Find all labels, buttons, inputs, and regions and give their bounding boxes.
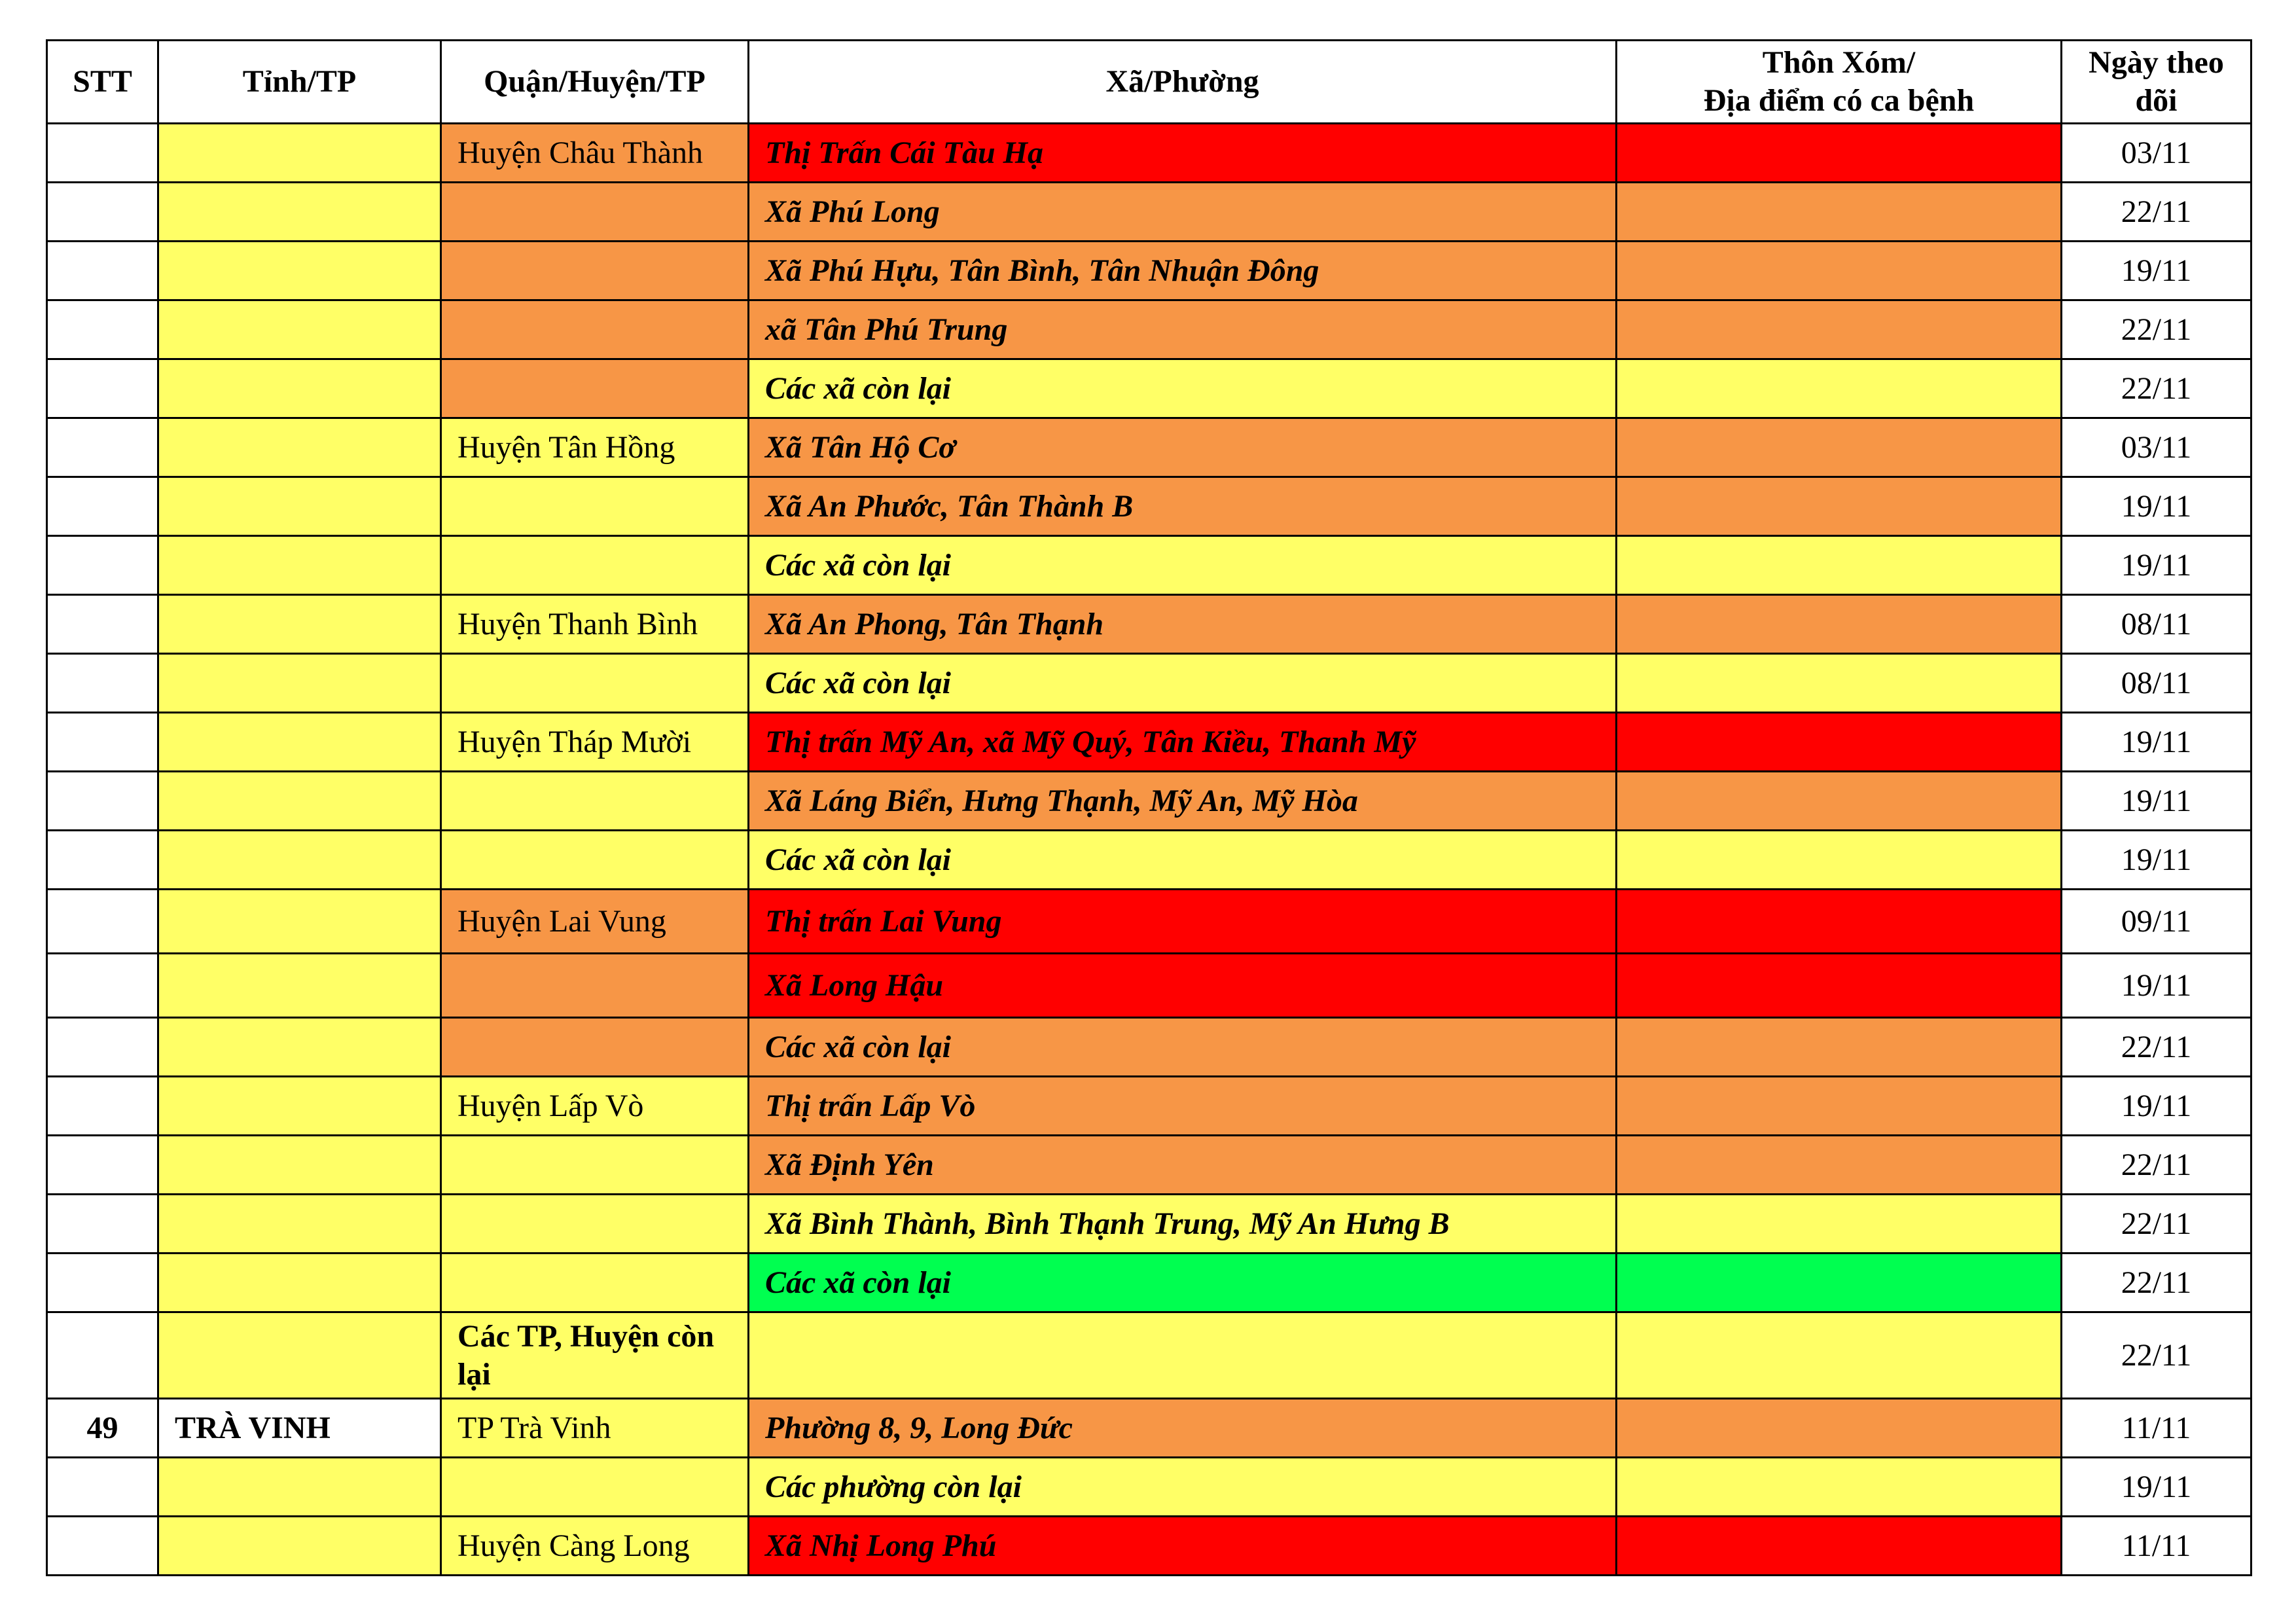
cell-hamlet: [1617, 713, 2062, 772]
cell-stt: [47, 359, 158, 418]
table-row: [47, 1312, 2251, 1399]
cell-province: [158, 1458, 441, 1517]
cell-hamlet: [1617, 1312, 2062, 1399]
cell-ward: Xã Láng Biển, Hưng Thạnh, Mỹ An, Mỹ Hòa: [749, 772, 1617, 831]
cell-date: 22/11: [2062, 1018, 2251, 1077]
cell-stt: [47, 890, 158, 954]
header-hamlet-line2: Địa điểm có ca bệnh: [1703, 83, 1975, 118]
cell-date: 19/11: [2062, 1458, 2251, 1517]
cell-province: [158, 1254, 441, 1312]
cell-date: 08/11: [2062, 595, 2251, 654]
cell-province: [158, 1136, 441, 1195]
cell-district: Huyện Tháp Mười: [441, 713, 749, 772]
cell-province: [158, 595, 441, 654]
table-row: [47, 1458, 2251, 1517]
cell-district: [441, 359, 749, 418]
cell-date: 11/11: [2062, 1517, 2251, 1576]
cell-ward: Xã Tân Hộ Cơ: [749, 418, 1617, 477]
cell-ward: [749, 1312, 1617, 1399]
cell-hamlet: [1617, 595, 2062, 654]
cell-ward: Xã Bình Thành, Bình Thạnh Trung, Mỹ An Hưng B: [749, 1195, 1617, 1254]
cell-stt: [47, 1195, 158, 1254]
cell-hamlet: [1617, 1254, 2062, 1312]
cell-date: 22/11: [2062, 1195, 2251, 1254]
cell-ward: Xã Định Yên: [749, 1136, 1617, 1195]
cell-province: [158, 300, 441, 359]
cell-district: Huyện Thanh Bình: [441, 595, 749, 654]
cell-district: [441, 300, 749, 359]
cell-ward: Thị trấn Lai Vung: [749, 890, 1617, 954]
cell-province: TRÀ VINH: [158, 1399, 441, 1458]
cell-province: [158, 1077, 441, 1136]
cell-date: 19/11: [2062, 772, 2251, 831]
cell-district: [441, 1136, 749, 1195]
cell-hamlet: [1617, 300, 2062, 359]
cell-stt: [47, 595, 158, 654]
cell-district: [441, 242, 749, 300]
cell-province: [158, 477, 441, 536]
cell-date: 19/11: [2062, 477, 2251, 536]
cell-date: 08/11: [2062, 654, 2251, 713]
cell-stt: [47, 1517, 158, 1576]
cell-province: [158, 954, 441, 1018]
cell-ward: Xã Long Hậu: [749, 954, 1617, 1018]
cell-district: [441, 1195, 749, 1254]
table-body: [47, 124, 2251, 1576]
cell-date: 22/11: [2062, 1136, 2251, 1195]
cell-date: 09/11: [2062, 890, 2251, 954]
cell-district: [441, 1018, 749, 1077]
cell-hamlet: [1617, 242, 2062, 300]
cell-hamlet: [1617, 1517, 2062, 1576]
cell-province: [158, 242, 441, 300]
table-row: [47, 890, 2251, 954]
cell-date: 19/11: [2062, 831, 2251, 890]
cell-date: 22/11: [2062, 1312, 2251, 1399]
cell-province: [158, 713, 441, 772]
cell-stt: [47, 536, 158, 595]
table-row: [47, 595, 2251, 654]
table-row: [47, 477, 2251, 536]
cell-province: [158, 1195, 441, 1254]
header-date-line1: Ngày theo: [2089, 45, 2224, 81]
cell-hamlet: [1617, 1458, 2062, 1517]
cell-ward: Các xã còn lại: [749, 359, 1617, 418]
table-row: [47, 1399, 2251, 1458]
cell-hamlet: [1617, 1077, 2062, 1136]
cell-province: [158, 418, 441, 477]
table-row: [47, 359, 2251, 418]
cell-hamlet: [1617, 124, 2062, 183]
cell-date: 19/11: [2062, 1077, 2251, 1136]
table-row: [47, 654, 2251, 713]
header-ward: Xã/Phường: [749, 41, 1617, 124]
cell-stt: [47, 183, 158, 242]
header-province: Tỉnh/TP: [158, 41, 441, 124]
cell-hamlet: [1617, 536, 2062, 595]
cell-stt: [47, 772, 158, 831]
cell-hamlet: [1617, 1018, 2062, 1077]
table-row: [47, 713, 2251, 772]
cell-province: [158, 183, 441, 242]
cell-hamlet: [1617, 831, 2062, 890]
cell-stt: [47, 831, 158, 890]
cell-ward: Xã An Phong, Tân Thạnh: [749, 595, 1617, 654]
table-row: [47, 772, 2251, 831]
cell-ward: Các xã còn lại: [749, 831, 1617, 890]
table-row: [47, 1077, 2251, 1136]
cell-ward: Thị Trấn Cái Tàu Hạ: [749, 124, 1617, 183]
cell-ward: Xã Phú Hựu, Tân Bình, Tân Nhuận Đông: [749, 242, 1617, 300]
cell-district: Huyện Tân Hồng: [441, 418, 749, 477]
cell-province: [158, 831, 441, 890]
case-tracking-table: [46, 39, 2252, 1576]
cell-date: 22/11: [2062, 183, 2251, 242]
cell-date: 19/11: [2062, 954, 2251, 1018]
cell-date: 19/11: [2062, 713, 2251, 772]
cell-ward: Các phường còn lại: [749, 1458, 1617, 1517]
table-row: [47, 183, 2251, 242]
cell-hamlet: [1617, 772, 2062, 831]
cell-district: Huyện Càng Long: [441, 1517, 749, 1576]
table-row: [47, 536, 2251, 595]
cell-stt: [47, 477, 158, 536]
cell-hamlet: [1617, 418, 2062, 477]
header-date: [2062, 41, 2251, 124]
cell-ward: Các xã còn lại: [749, 654, 1617, 713]
cell-district: Huyện Lai Vung: [441, 890, 749, 954]
cell-date: 03/11: [2062, 418, 2251, 477]
cell-district: [441, 954, 749, 1018]
table-row: [47, 1136, 2251, 1195]
cell-hamlet: [1617, 954, 2062, 1018]
cell-province: [158, 536, 441, 595]
cell-stt: [47, 1254, 158, 1312]
cell-hamlet: [1617, 654, 2062, 713]
table-row: [47, 1018, 2251, 1077]
cell-hamlet: [1617, 183, 2062, 242]
cell-hamlet: [1617, 477, 2062, 536]
cell-stt: [47, 1077, 158, 1136]
cell-ward: Xã An Phước, Tân Thành B: [749, 477, 1617, 536]
cell-district: [441, 1254, 749, 1312]
cell-date: 22/11: [2062, 300, 2251, 359]
cell-hamlet: [1617, 890, 2062, 954]
cell-date: 11/11: [2062, 1399, 2251, 1458]
cell-stt: 49: [47, 1399, 158, 1458]
cell-district: [441, 183, 749, 242]
cell-district: [441, 536, 749, 595]
cell-stt: [47, 418, 158, 477]
cell-stt: [47, 1458, 158, 1517]
cell-hamlet: [1617, 1195, 2062, 1254]
cell-district: [441, 831, 749, 890]
cell-province: [158, 654, 441, 713]
cell-district: Các TP, Huyện còn lại: [441, 1312, 749, 1399]
cell-ward: xã Tân Phú Trung: [749, 300, 1617, 359]
cell-stt: [47, 124, 158, 183]
cell-stt: [47, 300, 158, 359]
cell-ward: Xã Nhị Long Phú: [749, 1517, 1617, 1576]
table-row: [47, 1517, 2251, 1576]
cell-district: Huyện Châu Thành: [441, 124, 749, 183]
header-hamlet-line1: Thôn Xóm/: [1762, 45, 1916, 81]
cell-province: [158, 1517, 441, 1576]
header-stt: STT: [47, 41, 158, 124]
cell-date: 22/11: [2062, 359, 2251, 418]
cell-ward: Các xã còn lại: [749, 536, 1617, 595]
table-row: [47, 831, 2251, 890]
cell-district: [441, 772, 749, 831]
cell-ward: Thị trấn Lấp Vò: [749, 1077, 1617, 1136]
cell-district: TP Trà Vinh: [441, 1399, 749, 1458]
cell-stt: [47, 1312, 158, 1399]
table-row: [47, 300, 2251, 359]
table-row: [47, 1195, 2251, 1254]
header-row: [47, 41, 2251, 124]
cell-ward: Phường 8, 9, Long Đức: [749, 1399, 1617, 1458]
header-date-line2: dõi: [2135, 83, 2178, 118]
cell-province: [158, 1018, 441, 1077]
cell-stt: [47, 242, 158, 300]
table-row: [47, 124, 2251, 183]
cell-hamlet: [1617, 1399, 2062, 1458]
cell-district: [441, 1458, 749, 1517]
cell-ward: Các xã còn lại: [749, 1018, 1617, 1077]
cell-ward: Xã Phú Long: [749, 183, 1617, 242]
cell-province: [158, 890, 441, 954]
cell-hamlet: [1617, 359, 2062, 418]
cell-ward: Các xã còn lại: [749, 1254, 1617, 1312]
cell-stt: [47, 1018, 158, 1077]
cell-stt: [47, 654, 158, 713]
cell-date: 22/11: [2062, 1254, 2251, 1312]
table-row: [47, 1254, 2251, 1312]
cell-stt: [47, 713, 158, 772]
table-row: [47, 954, 2251, 1018]
cell-stt: [47, 954, 158, 1018]
table-row: [47, 418, 2251, 477]
cell-date: 03/11: [2062, 124, 2251, 183]
cell-province: [158, 124, 441, 183]
header-hamlet: [1617, 41, 2062, 124]
header-district: Quận/Huyện/TP: [441, 41, 749, 124]
cell-hamlet: [1617, 1136, 2062, 1195]
cell-ward: Thị trấn Mỹ An, xã Mỹ Quý, Tân Kiều, Thanh Mỹ: [749, 713, 1617, 772]
cell-date: 19/11: [2062, 242, 2251, 300]
table-row: [47, 242, 2251, 300]
cell-province: [158, 772, 441, 831]
cell-stt: [47, 1136, 158, 1195]
cell-province: [158, 1312, 441, 1399]
cell-district: [441, 654, 749, 713]
cell-district: [441, 477, 749, 536]
cell-district: Huyện Lấp Vò: [441, 1077, 749, 1136]
cell-date: 19/11: [2062, 536, 2251, 595]
cell-province: [158, 359, 441, 418]
